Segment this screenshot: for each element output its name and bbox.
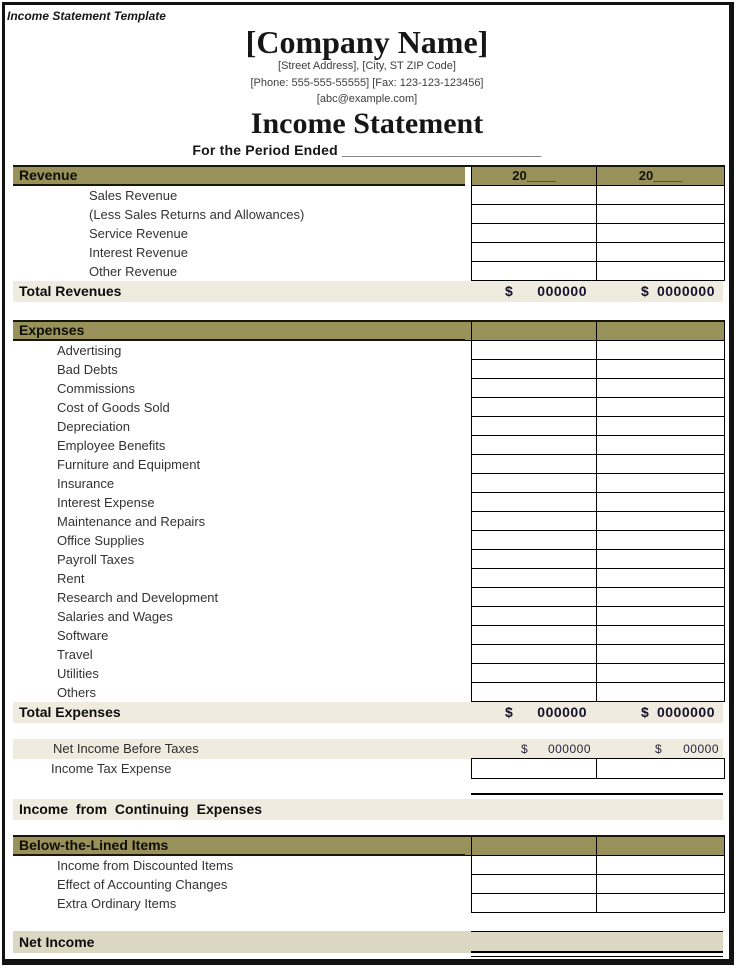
year2-column-header: 20____ <box>596 165 725 186</box>
expense-item-label: Software <box>57 628 109 643</box>
amount-cell-year2[interactable] <box>596 185 725 205</box>
below-line-item-label: Income from Discounted Items <box>57 858 234 873</box>
amount-cell-year2[interactable] <box>596 893 725 913</box>
amount-cell-year2[interactable] <box>596 511 725 531</box>
company-name: [Company Name] <box>245 24 489 60</box>
below-the-line-section-header <box>13 835 723 856</box>
currency-symbol: $ <box>505 283 514 299</box>
amount-cell-year2[interactable] <box>596 435 725 455</box>
amount-cell-year1[interactable] <box>471 855 597 875</box>
amount-cell-year1[interactable] <box>471 261 597 281</box>
total-expenses-row <box>13 702 723 723</box>
amount-cell-year2[interactable] <box>596 359 725 379</box>
amount-cell-year2[interactable] <box>596 874 725 894</box>
table-row <box>13 664 723 683</box>
amount-cell-year1[interactable] <box>471 758 597 779</box>
total-value: 000000 <box>537 283 587 299</box>
amount-cell-year1[interactable] <box>471 359 597 379</box>
nibt-value: 00000 <box>683 742 719 756</box>
total-expenses-year2 <box>597 702 725 723</box>
total-value: 0000000 <box>656 283 715 299</box>
table-row <box>13 436 723 455</box>
amount-cell-year1[interactable] <box>471 587 597 607</box>
amount-cell-year1[interactable] <box>471 242 597 262</box>
total-revenues-label: Total Revenues <box>19 283 122 299</box>
net-income-row <box>13 931 723 953</box>
amount-cell-year2[interactable] <box>596 473 725 493</box>
amount-cell-year1[interactable] <box>471 874 597 894</box>
table-row <box>13 569 723 588</box>
revenue-item-label: Interest Revenue <box>89 245 189 260</box>
amount-cell-year2[interactable] <box>596 454 725 474</box>
expense-item-label: Others <box>57 685 97 700</box>
amount-cell-year2[interactable] <box>596 204 725 224</box>
table-row <box>13 474 723 493</box>
phone-fax-line: [Phone: 555-555-55555] [Fax: 123-123-123456] <box>250 77 484 89</box>
table-row <box>13 262 723 281</box>
amount-cell-year2[interactable] <box>596 416 725 436</box>
below-the-line-title: Below-the-Lined Items <box>13 835 465 856</box>
table-row <box>13 379 723 398</box>
amount-cell-year2[interactable] <box>596 855 725 875</box>
currency-symbol: $ <box>521 742 529 756</box>
amount-cell-year1[interactable] <box>471 473 597 493</box>
amount-cell-year1[interactable] <box>471 223 597 243</box>
income-tax-expense-row <box>13 759 723 779</box>
amount-cell-year1[interactable] <box>471 435 597 455</box>
year2-column-header-cell <box>596 320 725 341</box>
amount-cell-year1[interactable] <box>471 663 597 683</box>
table-row <box>13 243 723 262</box>
table-row <box>13 205 723 224</box>
amount-cell-year1[interactable] <box>471 893 597 913</box>
amount-cell-year2[interactable] <box>596 663 725 683</box>
income-statement-table <box>5 165 729 957</box>
nibt-value: 000000 <box>547 742 591 756</box>
document-page <box>2 2 734 965</box>
expense-item-label: Payroll Taxes <box>57 552 135 567</box>
expense-item-label: Utilities <box>57 666 99 681</box>
template-label: Income Statement Template <box>7 9 166 23</box>
amount-cell-year1[interactable] <box>471 454 597 474</box>
currency-symbol: $ <box>505 704 514 720</box>
expense-item-label: Advertising <box>57 343 122 358</box>
expense-item-label: Office Supplies <box>57 533 145 548</box>
table-row <box>13 512 723 531</box>
email-line: [abc@example.com] <box>316 93 418 105</box>
currency-symbol: $ <box>641 704 650 720</box>
amount-cell-year1[interactable] <box>471 606 597 626</box>
table-row <box>13 398 723 417</box>
amount-cell-year2[interactable] <box>596 530 725 550</box>
year1-column-header-cell <box>471 320 597 341</box>
expense-item-label: Insurance <box>57 476 115 491</box>
amount-cell-year1[interactable] <box>471 644 597 664</box>
below-line-item-label: Extra Ordinary Items <box>57 896 177 911</box>
nibt-year1 <box>471 739 597 759</box>
amount-cell-year1[interactable] <box>471 397 597 417</box>
table-row <box>13 455 723 474</box>
table-row <box>13 550 723 569</box>
amount-cell-year1[interactable] <box>471 340 597 360</box>
expense-item-label: Maintenance and Repairs <box>57 514 206 529</box>
expense-item-label: Interest Expense <box>57 495 155 510</box>
net-income-label: Net Income <box>19 934 95 950</box>
table-row <box>13 645 723 664</box>
revenue-item-label: Sales Revenue <box>89 188 178 203</box>
amount-cell-year2[interactable] <box>596 242 725 262</box>
table-row <box>13 856 723 875</box>
table-row <box>13 493 723 512</box>
table-row <box>13 607 723 626</box>
amount-cell-year1[interactable] <box>471 511 597 531</box>
amount-cell-year2[interactable] <box>596 340 725 360</box>
net-income-before-taxes-row <box>13 739 723 759</box>
amount-cell-year2[interactable] <box>596 625 725 645</box>
expenses-section-header <box>13 320 723 341</box>
year1-column-header-cell <box>471 835 597 856</box>
expense-item-label: Travel <box>57 647 93 662</box>
revenue-item-label: Other Revenue <box>89 264 178 279</box>
amount-cell-year1[interactable] <box>471 625 597 645</box>
expense-item-label: Commissions <box>57 381 136 396</box>
amount-cell-year1[interactable] <box>471 185 597 205</box>
amount-cell-year2[interactable] <box>596 587 725 607</box>
expense-item-label: Rent <box>57 571 85 586</box>
total-value: 0000000 <box>656 704 715 720</box>
expense-item-label: Bad Debts <box>57 362 118 377</box>
amount-cell-year1[interactable] <box>471 204 597 224</box>
amount-cell-year2[interactable] <box>596 261 725 281</box>
address-line: [Street Address], [City, ST ZIP Code] <box>278 60 456 72</box>
income-tax-expense-label: Income Tax Expense <box>51 761 172 776</box>
table-row <box>13 531 723 550</box>
expense-item-label: Employee Benefits <box>57 438 166 453</box>
amount-cell-year2[interactable] <box>596 397 725 417</box>
revenue-item-label: Service Revenue <box>89 226 188 241</box>
net-income-before-taxes-label: Net Income Before Taxes <box>53 741 199 756</box>
year1-column-header: 20____ <box>471 165 597 186</box>
amount-cell-year2[interactable] <box>596 758 725 779</box>
table-row <box>13 626 723 645</box>
amount-cell-year1[interactable] <box>471 568 597 588</box>
amount-cell-year2[interactable] <box>596 606 725 626</box>
amount-cell-year2[interactable] <box>596 492 725 512</box>
amount-cell-year2[interactable] <box>596 378 725 398</box>
amount-cell-year1[interactable] <box>471 549 597 569</box>
total-expenses-label: Total Expenses <box>19 704 121 720</box>
table-row <box>13 894 723 913</box>
table-row <box>13 417 723 436</box>
total-expenses-year1 <box>471 702 597 723</box>
year2-column-header-cell <box>596 835 725 856</box>
amount-cell-year1[interactable] <box>471 416 597 436</box>
table-row <box>13 341 723 360</box>
double-underline <box>471 953 723 957</box>
amount-cell-year2[interactable] <box>596 568 725 588</box>
amount-cell-year2[interactable] <box>596 644 725 664</box>
subtotal-rule <box>471 793 723 797</box>
revenue-item-label: (Less Sales Returns and Allowances) <box>89 207 305 222</box>
amount-cell-year2[interactable] <box>596 682 725 702</box>
amount-cell-year1[interactable] <box>471 378 597 398</box>
expense-item-label: Furniture and Equipment <box>57 457 201 472</box>
table-row <box>13 360 723 379</box>
expense-item-label: Cost of Goods Sold <box>57 400 170 415</box>
below-line-item-label: Effect of Accounting Changes <box>57 877 228 892</box>
total-revenues-year2 <box>597 281 725 302</box>
amount-cell-year1[interactable] <box>471 492 597 512</box>
currency-symbol: $ <box>641 283 650 299</box>
revenue-section-header <box>13 165 723 186</box>
amount-cell-year2[interactable] <box>596 223 725 243</box>
currency-symbol: $ <box>655 742 663 756</box>
amount-cell-year2[interactable] <box>596 549 725 569</box>
net-income-amount-area <box>471 931 723 953</box>
nibt-year2 <box>597 739 725 759</box>
table-row <box>13 588 723 607</box>
income-from-continuing-row: Income from Continuing Expenses <box>13 799 723 820</box>
expense-item-label: Research and Development <box>57 590 219 605</box>
total-value: 000000 <box>537 704 587 720</box>
total-revenues-year1 <box>471 281 597 302</box>
table-row <box>13 186 723 205</box>
expense-item-label: Depreciation <box>57 419 130 434</box>
table-row <box>13 683 723 702</box>
expense-item-label: Salaries and Wages <box>57 609 173 624</box>
statement-title: Income Statement <box>250 107 484 140</box>
table-row <box>13 224 723 243</box>
table-row <box>13 875 723 894</box>
amount-cell-year1[interactable] <box>471 682 597 702</box>
total-revenues-row <box>13 281 723 302</box>
revenue-section-title: Revenue <box>13 165 465 186</box>
period-ended-line: For the Period Ended _________________________ <box>192 142 542 158</box>
amount-cell-year1[interactable] <box>471 530 597 550</box>
expenses-section-title: Expenses <box>13 320 465 341</box>
